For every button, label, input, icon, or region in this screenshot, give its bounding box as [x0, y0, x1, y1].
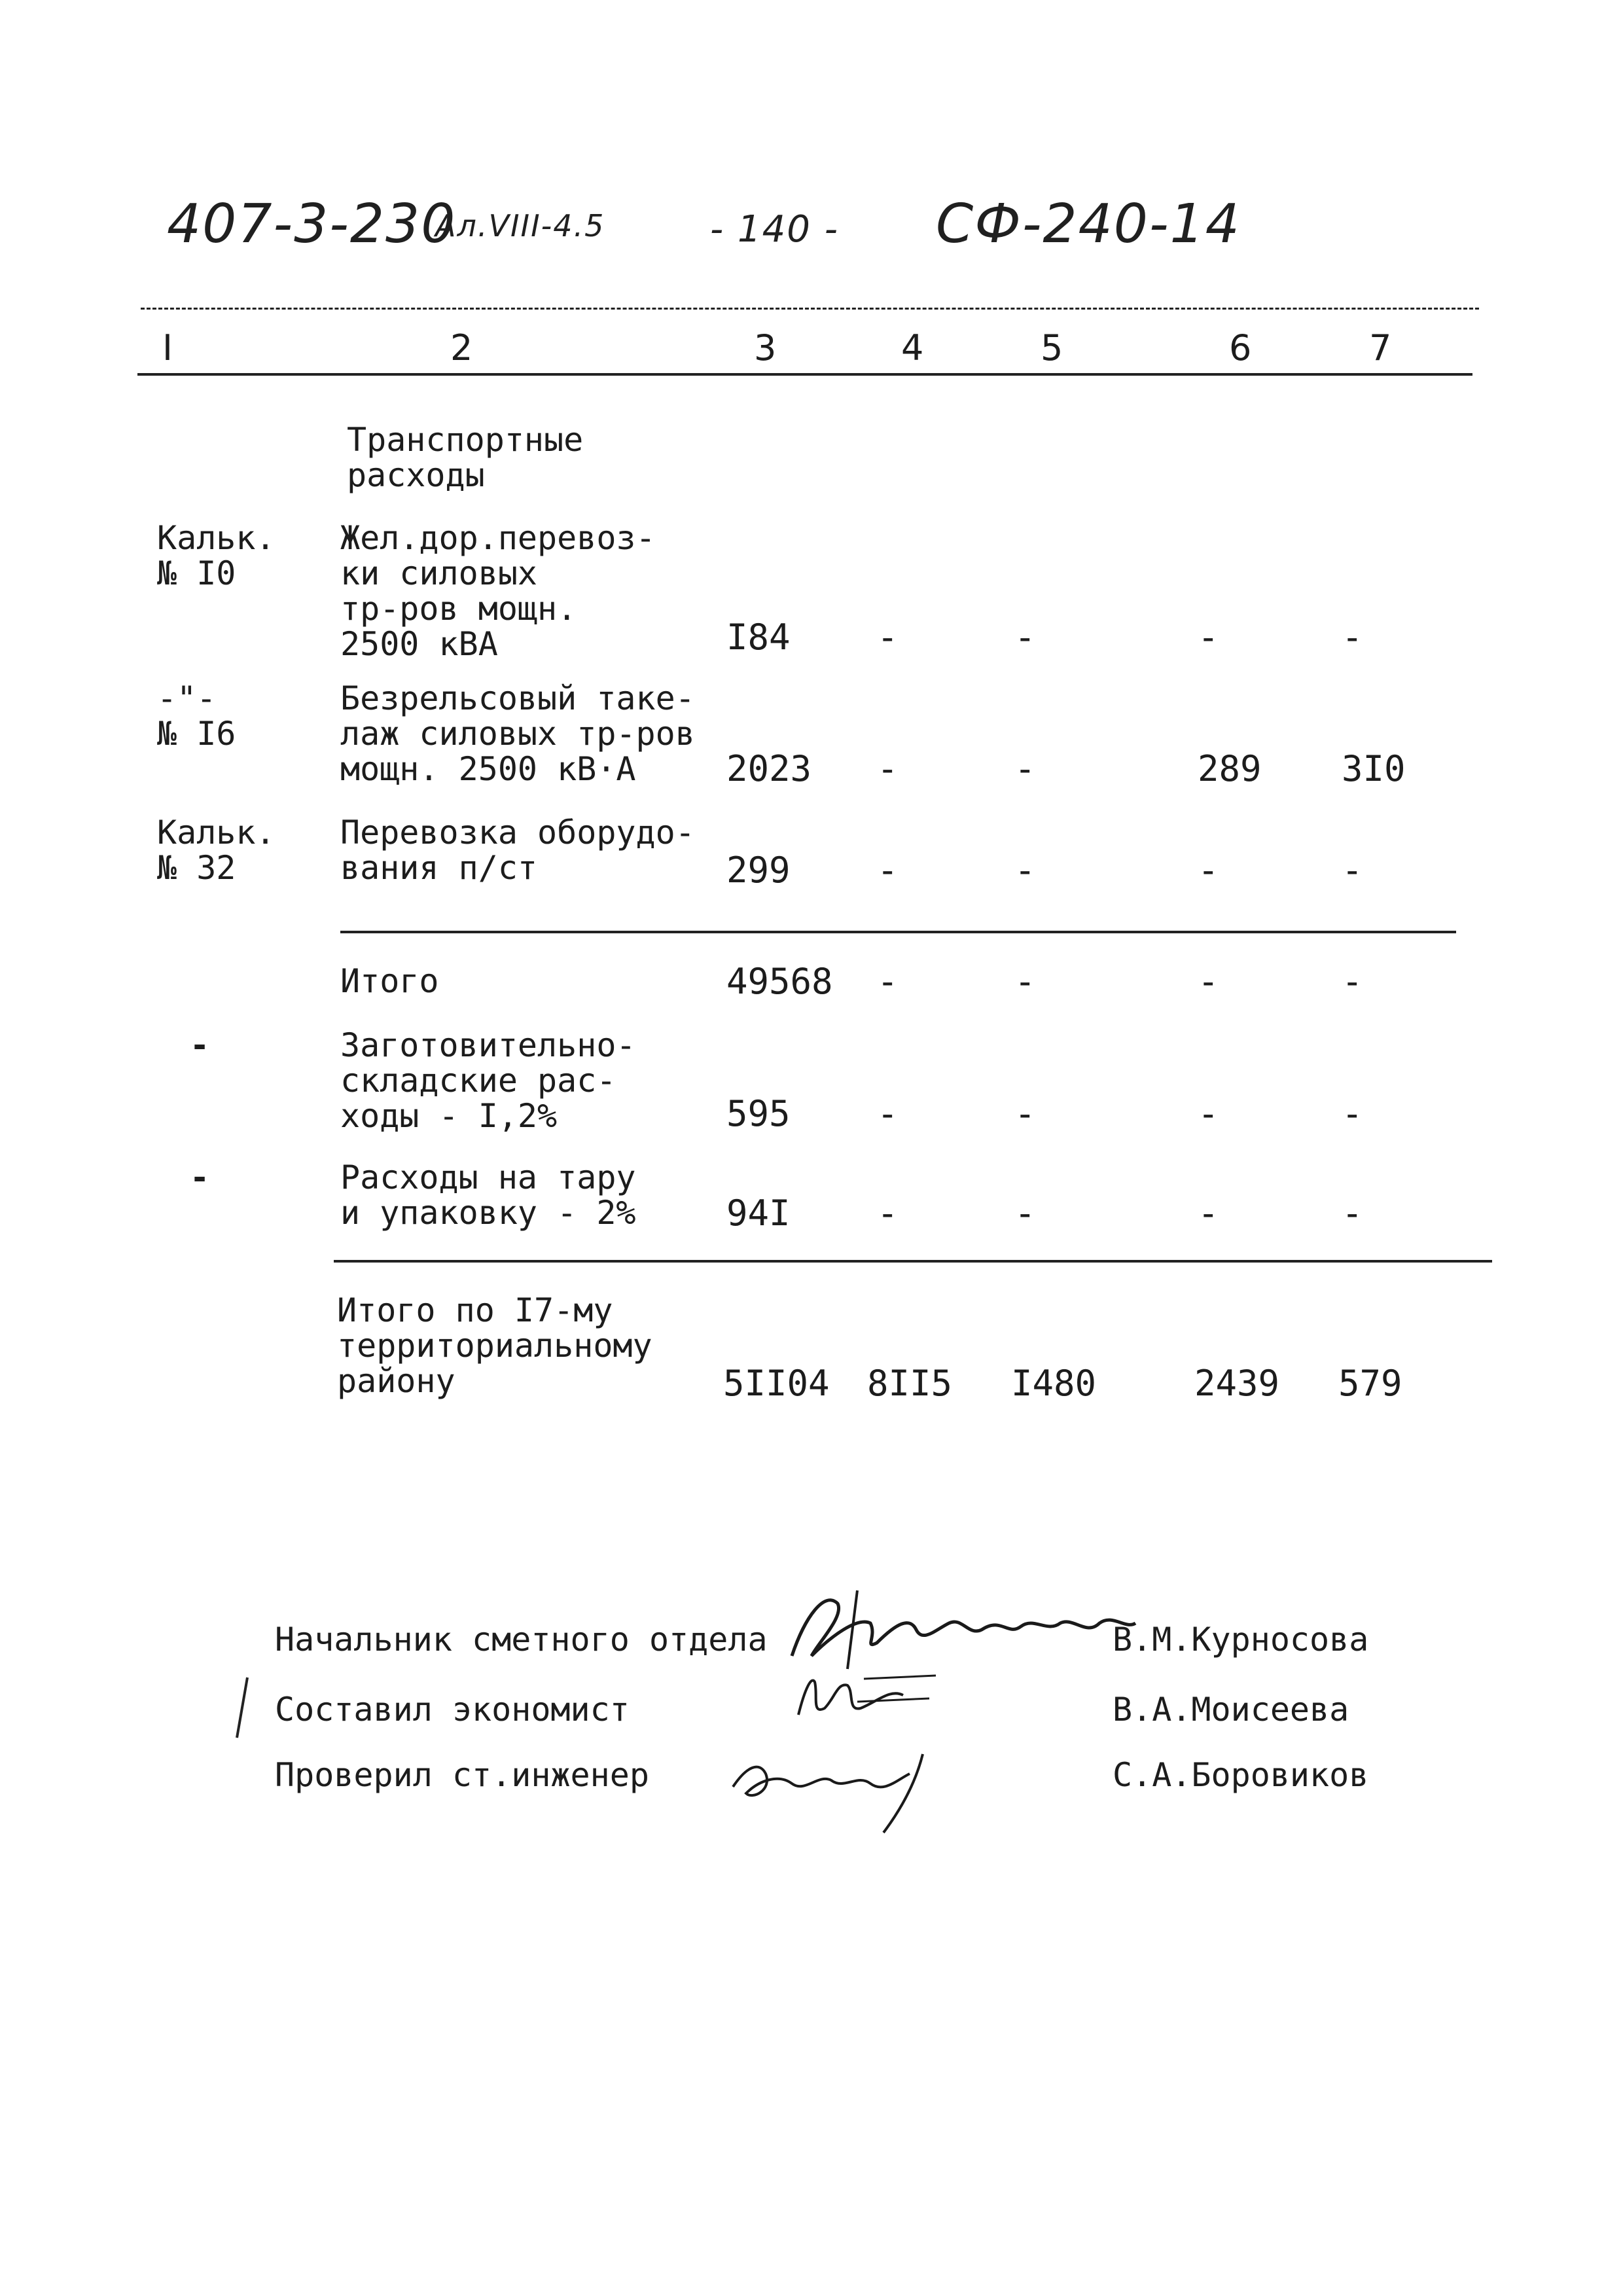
cell-col7: -: [1342, 1193, 1363, 1234]
cell-col3: 94I: [726, 1193, 791, 1234]
row-description: Заготовительно- складские рас- ходы - I,2%: [340, 1026, 636, 1135]
cell-col3: 5II04: [723, 1363, 830, 1404]
cell-col4: -: [877, 1193, 899, 1234]
row-description: Жел.дор.перевоз- ки силовых тр-ров мощн. 2500 кВА: [340, 519, 656, 663]
column-header-4: 4: [901, 327, 924, 368]
cell-col6: -: [1198, 850, 1219, 891]
cell-col4: -: [877, 617, 899, 658]
cell-col4: -: [877, 961, 899, 1002]
signature-mark-1: [779, 1577, 1145, 1676]
total-rule: [334, 1260, 1492, 1263]
table-top-rule: [141, 308, 1479, 310]
cell-col4: -: [877, 748, 899, 789]
cell-col3: 595: [726, 1093, 791, 1134]
column-header-1: I: [162, 327, 173, 368]
cell-col4: -: [877, 850, 899, 891]
signature-role: Проверил ст.инженер: [275, 1756, 649, 1794]
row-description: Итого: [340, 962, 439, 1000]
row-reference: -: [190, 1158, 210, 1196]
row-description: Безрельсовый таке- лаж силовых тр-ров мощн. 2500 кВ·А: [340, 679, 695, 788]
cell-col6: -: [1198, 617, 1219, 658]
cell-col3: 49568: [726, 961, 833, 1002]
document-code: 407-3-230: [167, 193, 457, 255]
cell-col4: -: [877, 1093, 899, 1134]
cell-col5: -: [1014, 617, 1036, 658]
margin-mark: [229, 1672, 255, 1744]
cell-col6: -: [1198, 1193, 1219, 1234]
cell-col6: 289: [1198, 748, 1262, 789]
column-header-3: 3: [754, 327, 777, 368]
cell-col4: 8II5: [867, 1363, 953, 1404]
cell-col5: -: [1014, 961, 1036, 1002]
cell-col5: -: [1014, 748, 1036, 789]
column-header-7: 7: [1369, 327, 1392, 368]
column-header-6: 6: [1229, 327, 1252, 368]
cell-col7: 579: [1338, 1363, 1402, 1404]
subtotal-rule: [340, 931, 1456, 933]
row-description: Расходы на тару и упаковку - 2%: [340, 1158, 636, 1232]
signature-role: Составил экономист: [275, 1691, 630, 1729]
column-header-2: 2: [450, 327, 473, 368]
row-description: Перевозка оборудо- вания п/ст: [340, 814, 695, 887]
row-description: Итого по I7-му территориальному району: [337, 1291, 652, 1400]
cell-col6: -: [1198, 1093, 1219, 1134]
row-reference: Кальк. № I0: [157, 519, 276, 592]
row-reference: Кальк. № 32: [157, 814, 276, 887]
cell-col5: -: [1014, 1093, 1036, 1134]
signature-name: В.А.Моисеева: [1113, 1691, 1349, 1729]
signature-name: В.М.Курносова: [1113, 1621, 1369, 1659]
album-number: Ал.VIII-4.5: [435, 208, 605, 243]
row-description: Транспортные расходы: [347, 421, 584, 494]
signature-mark-2: [785, 1662, 955, 1728]
row-reference: -"- № I6: [157, 679, 236, 753]
table-header-rule: [137, 373, 1472, 376]
cell-col5: -: [1014, 1193, 1036, 1234]
cell-col5: -: [1014, 850, 1036, 891]
cell-col3: 299: [726, 850, 791, 891]
page-number: - 140 -: [710, 208, 839, 251]
signature-role: Начальник сметного отдела: [275, 1621, 768, 1659]
sheet-code: СФ-240-14: [936, 193, 1241, 255]
cell-col6: -: [1198, 961, 1219, 1002]
cell-col7: -: [1342, 850, 1363, 891]
cell-col7: -: [1342, 617, 1363, 658]
signature-mark-3: [720, 1728, 955, 1839]
cell-col5: I480: [1011, 1363, 1097, 1404]
signature-name: С.А.Боровиков: [1113, 1756, 1369, 1794]
row-reference: -: [190, 1026, 210, 1064]
cell-col3: I84: [726, 617, 791, 658]
cell-col6: 2439: [1194, 1363, 1280, 1404]
cell-col7: -: [1342, 961, 1363, 1002]
column-header-5: 5: [1041, 327, 1063, 368]
cell-col7: 3I0: [1342, 748, 1406, 789]
cell-col7: -: [1342, 1093, 1363, 1134]
cell-col3: 2023: [726, 748, 812, 789]
